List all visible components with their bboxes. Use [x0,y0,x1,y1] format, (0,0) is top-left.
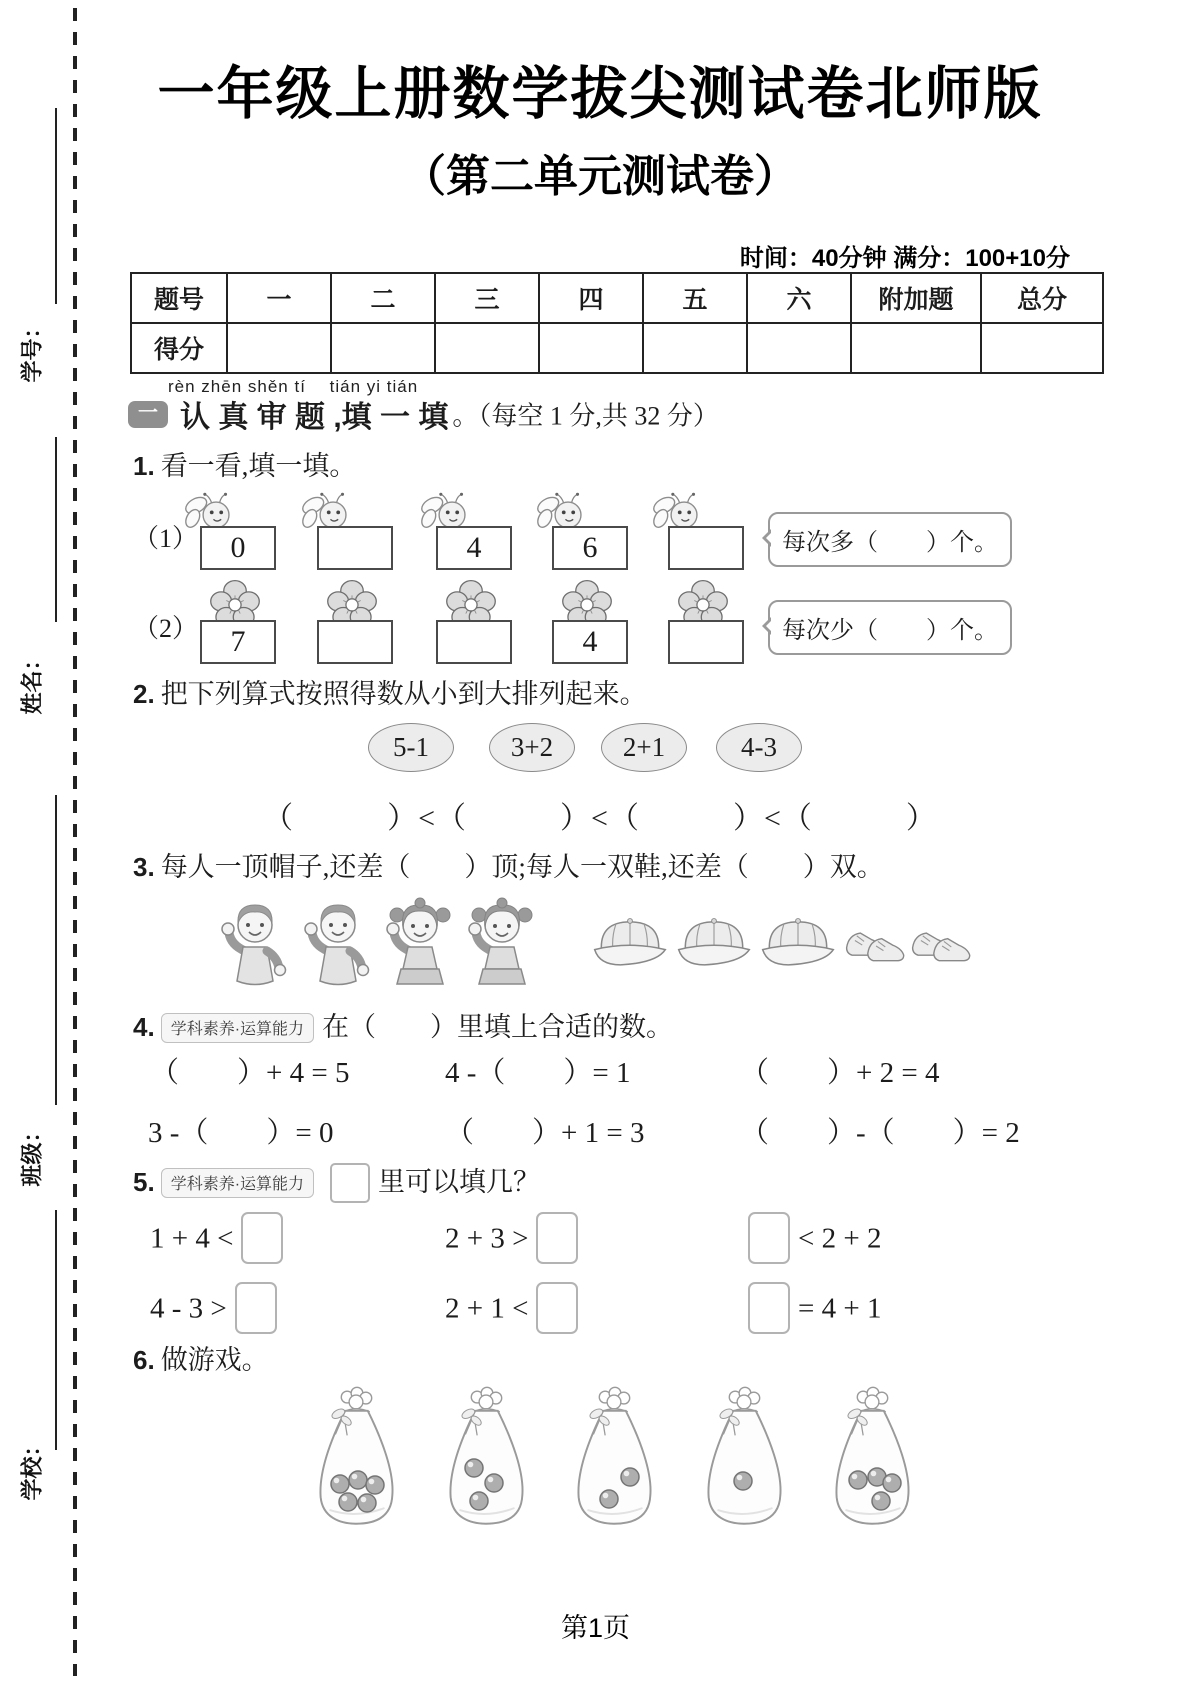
class-label: 班级： [19,1120,45,1187]
q2-text: 把下列算式按照得数从小到大排列起来。 [160,679,647,709]
number-card-blank[interactable] [668,526,744,570]
score-table-score-row [131,323,1103,373]
girl-icon [462,895,542,991]
q2-compare-blanks[interactable]: （ ）<（ ）<（ ）<（ ） [263,802,937,835]
boy-icon [215,895,295,991]
score-table-header-row [131,273,1103,323]
score-cell[interactable] [331,323,435,373]
number-card: 6 [552,526,628,570]
col-header: 题号 [131,273,227,323]
q3-number: 3. [133,852,155,882]
competency-badge: 学科素养·运算能力 [161,1168,314,1198]
bag-icon-3-marbles [432,1380,540,1530]
page-number: 第1页 [560,1613,631,1643]
q4-text: 在（ ）里填上合适的数。 [322,1012,674,1042]
q3-text: 每人一顶帽子,还差（ ）顶;每人一双鞋,还差（ ）双。 [160,852,884,882]
equation-blank[interactable]: 3 -（ ）= 0 [148,1117,334,1149]
q1-number: 1. [133,451,155,481]
cap-icon [588,912,672,970]
number-card-blank[interactable] [668,620,744,664]
fill-box[interactable] [748,1212,790,1264]
fill-box[interactable] [241,1212,283,1264]
inequality-right: = 4 + 1 [798,1292,882,1325]
inequality-item [445,1282,586,1340]
q4-title [133,1005,673,1047]
number-card-blank[interactable] [317,620,393,664]
q2-number: 2. [133,679,155,709]
inequality-left: 2 + 3 > [445,1222,529,1255]
fill-box[interactable] [235,1282,277,1334]
inequality-left: 4 - 3 > [150,1292,227,1325]
col-header: 二 [331,273,435,323]
equation-blank[interactable]: （ ）+ 4 = 5 [150,1057,350,1089]
q1-row1-unit [552,490,644,570]
q1-title [133,444,356,483]
expression-oval: 3+2 [489,723,575,772]
score-cell[interactable] [643,323,747,373]
inequality-item [445,1212,586,1270]
q1-row2-unit [317,578,409,658]
section-heading-text: 认 真 审 题 ,填 一 填 [180,401,449,434]
cap-icon [756,912,840,970]
q1-text: 看一看,填一填。 [160,451,357,481]
q1-row2-unit [436,578,528,658]
inequality-left: 2 + 1 < [445,1292,529,1325]
student-id-label: 学号： [19,316,45,383]
expression-oval: 2+1 [601,723,687,772]
q1-row1-unit [200,490,292,570]
col-header: 附加题 [851,273,981,323]
equation-blank[interactable]: （ ）+ 2 = 4 [740,1057,940,1089]
student-id-write-line[interactable] [55,108,57,304]
bag-icon-2-marbles [560,1380,668,1530]
time-score-meta: 时间：40分钟 满分：100+10分 [739,245,1070,272]
section-points-text: 。（每空 1 分,共 32 分） [452,401,719,431]
score-cell[interactable] [539,323,643,373]
col-header: 总分 [981,273,1103,323]
shoes-icon [908,922,978,970]
binding-dashed-line [73,8,77,1676]
number-card-blank[interactable] [317,526,393,570]
q1-row2-label: （2） [133,614,199,643]
equation-blank[interactable]: 4 -（ ）= 1 [445,1057,631,1089]
q1-row2-bubble: 每次少（ ）个。 [768,600,1012,655]
cap-icon [672,912,756,970]
equation-blank[interactable]: （ ）+ 1 = 3 [445,1117,645,1149]
q5-number: 5. [133,1167,155,1197]
q6-number: 6. [133,1345,155,1375]
number-card: 4 [552,620,628,664]
section-pinyin: rèn zhēn shěn tí tián yi tián [168,377,419,396]
fill-box[interactable] [536,1212,578,1264]
col-header: 五 [643,273,747,323]
score-cell[interactable] [851,323,981,373]
school-label: 学校： [19,1434,45,1501]
expression-oval: 5-1 [368,723,454,772]
q3-title [133,845,884,884]
school-write-line[interactable] [55,1210,57,1450]
q1-row1-unit [317,490,409,570]
page-subtitle: （第二单元测试卷） [402,152,798,201]
q1-row2-unit [200,578,292,658]
score-table [130,272,1104,374]
girl-icon [380,895,460,991]
number-card-blank[interactable] [436,620,512,664]
q5-title [133,1160,540,1207]
score-cell[interactable] [981,323,1103,373]
inequality-item [150,1212,291,1270]
q6-text: 做游戏。 [160,1345,269,1375]
expression-oval: 4-3 [716,723,802,772]
q1-row2-unit [668,578,760,658]
name-write-line[interactable] [55,437,57,622]
section-number-badge: 一 [128,401,168,428]
inequality-right: < 2 + 2 [798,1222,882,1255]
name-label: 姓名： [19,648,45,715]
q1-row1-label: （1） [133,524,199,553]
fill-box[interactable] [330,1163,370,1203]
number-card: 7 [200,620,276,664]
score-row-label: 得分 [131,323,227,373]
bag-icon-1-marble [690,1380,798,1530]
q1-row1-unit [668,490,760,570]
col-header: 一 [227,273,331,323]
q6-title [133,1338,269,1377]
q4-number: 4. [133,1012,155,1042]
q2-title [133,672,647,711]
q1-row2-unit [552,578,644,658]
inequality-item [740,1212,881,1270]
section-heading [128,392,719,436]
score-cell[interactable] [227,323,331,373]
q1-row1-bubble: 每次多（ ）个。 [768,512,1012,567]
col-header: 六 [747,273,851,323]
inequality-left: 1 + 4 < [150,1222,234,1255]
number-card: 4 [436,526,512,570]
q1-row1-unit [436,490,528,570]
score-cell[interactable] [435,323,539,373]
score-cell[interactable] [747,323,851,373]
col-header: 三 [435,273,539,323]
page-title: 一年级上册数学拔尖测试卷北师版 [157,62,1043,126]
bag-icon-5-marbles [302,1380,410,1530]
inequality-item [740,1282,881,1340]
q5-text: 里可以填几？ [378,1167,541,1197]
bag-icon-4-marbles [818,1380,926,1530]
shoes-icon [842,922,912,970]
number-card: 0 [200,526,276,570]
equation-blank[interactable]: （ ）-（ ）= 2 [740,1117,1020,1149]
class-write-line[interactable] [55,795,57,1105]
col-header: 四 [539,273,643,323]
fill-box[interactable] [748,1282,790,1334]
boy-icon [298,895,378,991]
competency-badge: 学科素养·运算能力 [161,1013,314,1043]
inequality-item [150,1282,285,1340]
fill-box[interactable] [536,1282,578,1334]
